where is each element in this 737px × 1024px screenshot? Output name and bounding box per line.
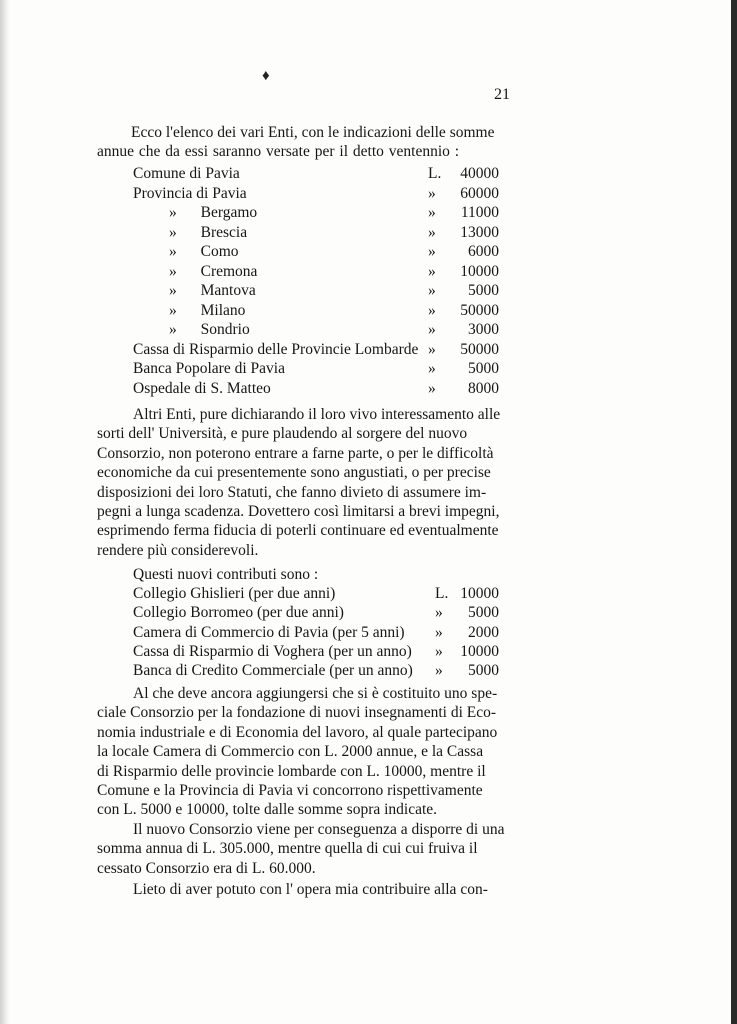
row-label: Cassa di Risparmio delle Provincie Lombarde (133, 340, 419, 358)
row-amount: 11000 (460, 204, 499, 221)
new-contributions-heading: Questi nuovi contributi sono : (133, 566, 319, 583)
row-currency-mark: » (428, 262, 436, 280)
text-line: con L. 5000 e 10000, tolte dalle somme sopra indicate. (97, 801, 438, 819)
row-amount: 40000 (460, 165, 499, 182)
text-line: Al che deve ancora aggiungersi che si è costituito uno spe- (133, 685, 498, 702)
list-row (133, 341, 499, 360)
row-currency-mark: » (428, 282, 436, 299)
text-line: Comune e la Provincia di Pavia vi concorrono rispettivamente (97, 782, 483, 800)
row-label: Collegio Ghislieri (per due anni) (133, 585, 336, 602)
row-label: » Cremona (169, 262, 258, 280)
text-line: esprimendo ferma fiducia di poterli continuare ed eventualmente (97, 522, 499, 540)
row-amount: 10000 (460, 642, 499, 660)
intro-line-1: Ecco l'elenco dei vari Enti, con le indicazioni delle somme (131, 124, 495, 141)
row-currency-mark: » (435, 642, 443, 660)
row-label: » Sondrio (169, 321, 250, 338)
page-number: 21 (494, 86, 510, 103)
list-row (133, 624, 499, 643)
text-line: Altri Enti, pure dichiarando il loro vivo interessamento alle (133, 406, 501, 423)
text-line: pegni a lunga scadenza. Dovettero così limitarsi a brevi impegni, (97, 503, 500, 521)
row-currency-mark: » (428, 204, 436, 221)
list-row (133, 263, 499, 282)
list-row (133, 185, 499, 204)
text-line: Consorzio, non poterono entrare a farne parte, o per le difficoltà (97, 444, 494, 462)
text-line: disposizioni dei loro Statuti, che fanno divieto di assumere im- (97, 483, 487, 501)
row-amount: 10000 (460, 585, 499, 602)
list-row (133, 204, 499, 223)
row-amount: 60000 (460, 184, 499, 202)
text-line: economiche da cui presentemente sono angustiati, o per precise (97, 464, 491, 482)
row-label: » Como (169, 243, 239, 260)
row-amount: 5000 (468, 282, 499, 299)
row-currency-mark: » (428, 223, 436, 241)
row-amount: 5000 (468, 360, 499, 377)
row-amount: 5000 (468, 604, 499, 622)
row-currency-mark: L. (435, 585, 449, 602)
row-currency-mark: » (428, 184, 436, 202)
row-currency-mark: » (428, 360, 436, 377)
list-row (133, 604, 499, 623)
row-amount: 10000 (460, 262, 499, 280)
row-amount: 3000 (468, 321, 499, 338)
row-currency-mark: » (435, 604, 443, 622)
list-row (133, 165, 499, 184)
row-currency-mark: » (428, 340, 436, 358)
row-currency-mark: » (428, 379, 436, 397)
row-amount: 8000 (468, 379, 499, 397)
text-line: ciale Consorzio per la fondazione di nuovi insegnamenti di Eco- (97, 704, 497, 722)
row-label: Provincia di Pavia (133, 184, 247, 202)
list-row (133, 224, 499, 243)
row-currency-mark: » (435, 623, 443, 641)
page-edge-shadow (0, 0, 10, 1024)
row-amount: 6000 (468, 243, 499, 260)
text-line: Il nuovo Consorzio viene per conseguenza a disporre di una (133, 821, 505, 838)
row-label: Comune di Pavia (133, 165, 240, 182)
list-row (133, 643, 499, 662)
row-label: Banca di Credito Commerciale (per un anno) (133, 662, 413, 680)
text-line: cessato Consorzio era di L. 60.000. (97, 859, 316, 877)
text-line: sorti dell' Università, e pure plaudendo al sorgere del nuovo (97, 425, 468, 443)
row-label: Collegio Borromeo (per due anni) (133, 604, 344, 622)
list-row (133, 380, 499, 399)
row-label: Ospedale di S. Matteo (133, 379, 271, 397)
row-currency-mark: » (428, 301, 436, 319)
row-amount: 5000 (468, 662, 499, 680)
row-currency-mark: L. (428, 165, 442, 182)
text-line: nomia industriale e di Economia del lavoro, al quale partecipano (97, 723, 498, 741)
paragraph-lieto (97, 880, 533, 899)
paragraph-consorzio (97, 684, 533, 820)
text-line: Lieto di aver potuto con l' opera mia contribuire alla con- (133, 881, 488, 898)
list-row (133, 662, 499, 681)
text-line: la locale Camera di Commercio con L. 2000 annue, e la Cassa (97, 743, 484, 761)
list-row (133, 585, 499, 604)
row-label: Camera di Commercio di Pavia (per 5 anni) (133, 623, 405, 641)
row-label: Cassa di Risparmio di Voghera (per un anno) (133, 642, 412, 660)
row-amount: 50000 (460, 340, 499, 358)
row-amount: 50000 (460, 301, 499, 319)
row-label: » Milano (169, 301, 246, 319)
row-amount: 13000 (460, 223, 499, 241)
list-row (133, 321, 499, 340)
intro-line-2: annue che da essi saranno versate per il detto ventennio : (97, 143, 460, 160)
row-label: » Mantova (169, 282, 256, 299)
text-line: di Risparmio delle provincie lombarde con L. 10000, mentre il (97, 762, 486, 780)
row-label: » Brescia (169, 223, 248, 241)
row-currency-mark: » (435, 662, 443, 680)
paragraph-altri-enti (97, 405, 533, 560)
ornament-mark: ♦ (262, 68, 270, 84)
paragraph-nuovo-consorzio (97, 820, 533, 878)
list-row (133, 360, 499, 379)
row-currency-mark: » (428, 243, 436, 260)
list-row (133, 302, 499, 321)
row-amount: 2000 (468, 623, 499, 641)
text-line: somma annua di L. 305.000, mentre quella di cui cui fruiva il (97, 840, 478, 858)
row-label: Banca Popolare di Pavia (133, 360, 285, 377)
list-row (133, 282, 499, 301)
row-label: » Bergamo (169, 204, 258, 221)
text-line: rendere più considerevoli. (97, 541, 259, 559)
list-row (133, 243, 499, 262)
row-currency-mark: » (428, 321, 436, 338)
